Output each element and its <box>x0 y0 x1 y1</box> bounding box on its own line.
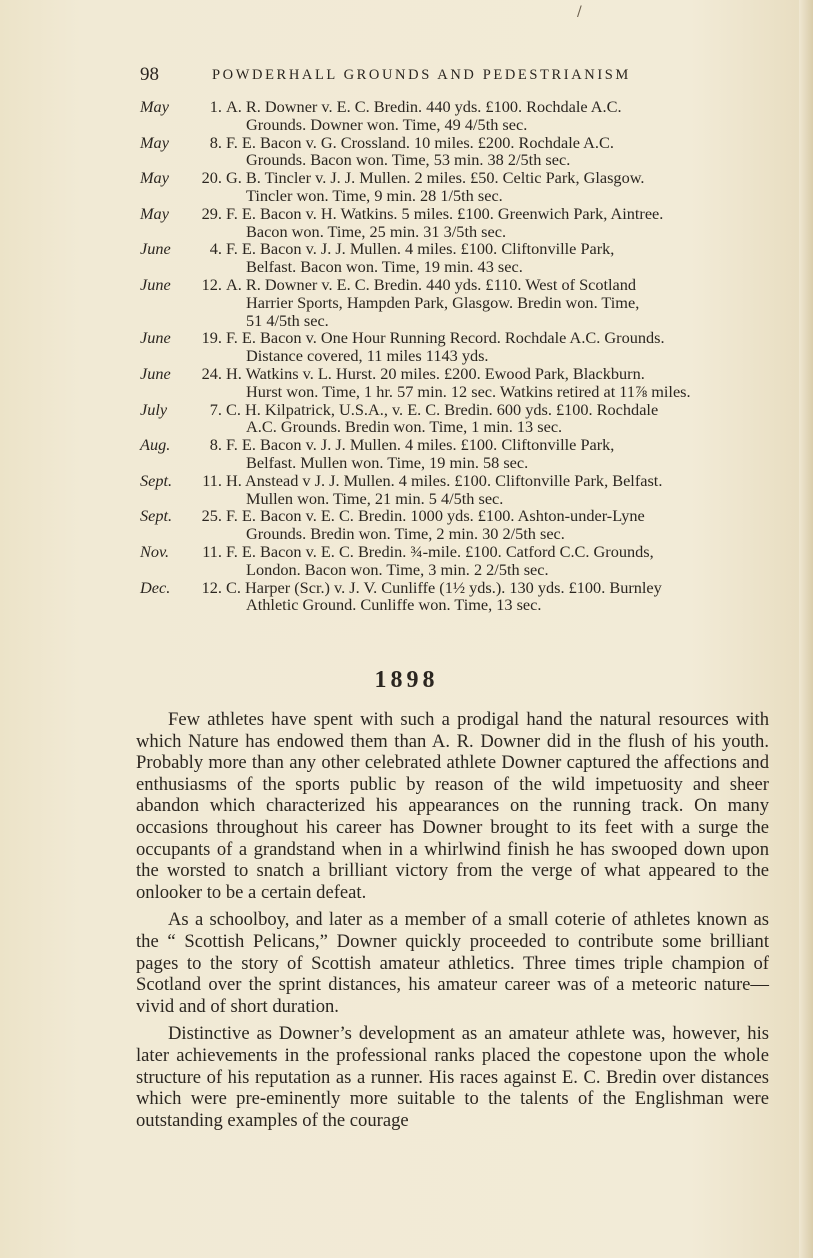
record-line: Grounds. Bredin won. Time, 2 min. 30 2/5th sec. <box>246 524 565 544</box>
record-line: H. Anstead v J. J. Mullen. 4 miles. £100. Cliftonville Park, Belfast. <box>226 470 663 490</box>
record-day: 19. <box>201 328 222 348</box>
record-line: A. R. Downer v. E. C. Bredin. 440 yds. £110. West of Scotland <box>226 274 637 294</box>
running-head: POWDERHALL GROUNDS AND PEDESTRIANISM <box>212 67 631 83</box>
record-line: A.C. Grounds. Bredin won. Time, 1 min. 13 sec. <box>246 417 563 437</box>
record-month: Sept. <box>140 506 173 526</box>
record-line: A. R. Downer v. E. C. Bredin. 440 yds. £100. Rochdale A.C. <box>226 97 622 116</box>
paragraph: As a schoolboy, and later as a member of a small coterie of athletes known as the “ Scottish Pelicans,” Downer quickly proceeded to contribute some brilliant pages to the story of Scottish amateur athletics. Three times triple champion of Scotland over the sprint distances, his amateur career was of a meteoric nature—vivid and of short duration. <box>136 909 769 1017</box>
record-day: 24. <box>201 363 222 383</box>
record-line: Hurst won. Time, 1 hr. 57 min. 12 sec. Watkins retired at 11⅞ miles. <box>246 381 691 401</box>
record-month: Sept. <box>140 470 173 490</box>
page-mark: / <box>577 4 582 20</box>
record-line: F. E. Bacon v. E. C. Bredin. ¾-mile. £100. Catford C.C. Grounds, <box>226 541 654 561</box>
record-month: June <box>140 328 171 348</box>
record-day: 20. <box>201 168 222 188</box>
record-day: 4. <box>209 239 222 259</box>
record-month: May <box>140 132 169 152</box>
record-entry <box>140 579 780 615</box>
record-day: 25. <box>201 506 222 526</box>
record-line: F. E. Bacon v. E. C. Bredin. 1000 yds. £100. Ashton-under-Lyne <box>226 506 645 526</box>
page-header <box>140 64 780 90</box>
record-entry <box>140 401 780 437</box>
record-month: May <box>140 97 169 116</box>
record-month: Nov. <box>140 541 170 561</box>
record-line: F. E. Bacon v. J. J. Mullen. 4 miles. £100. Cliftonville Park, <box>226 435 615 455</box>
race-records-list <box>140 98 780 614</box>
record-entry <box>140 169 780 205</box>
record-line: Tincler won. Time, 9 min. 28 1/5th sec. <box>246 185 503 205</box>
record-line: C. Harper (Scr.) v. J. V. Cunliffe (1½ yds.). 130 yds. £100. Burnley <box>226 577 662 597</box>
record-entry <box>140 134 780 170</box>
record-entry <box>140 507 780 543</box>
record-entry <box>140 436 780 472</box>
record-day: 11. <box>202 470 222 490</box>
record-month: June <box>140 363 171 383</box>
record-day: 29. <box>201 203 222 223</box>
record-entry <box>140 329 780 365</box>
record-entry <box>140 205 780 241</box>
record-entry <box>140 276 780 329</box>
record-line: F. E. Bacon v. One Hour Running Record. Rochdale A.C. Grounds. <box>226 328 665 348</box>
record-line: Belfast. Mullen won. Time, 19 min. 58 sec. <box>246 452 529 472</box>
record-line: H. Watkins v. L. Hurst. 20 miles. £200. Ewood Park, Blackburn. <box>226 363 645 383</box>
record-line: Grounds. Downer won. Time, 49 4/5th sec. <box>246 114 528 134</box>
record-entry <box>140 543 780 579</box>
record-entry <box>140 365 780 401</box>
record-entry <box>140 240 780 276</box>
page-edge <box>799 0 813 1258</box>
record-month: June <box>140 274 171 294</box>
record-line: C. H. Kilpatrick, U.S.A., v. E. C. Bredin. 600 yds. £100. Rochdale <box>226 399 659 419</box>
record-day: 8. <box>209 435 222 455</box>
record-line: Bacon won. Time, 25 min. 31 3/5th sec. <box>246 221 507 241</box>
record-line: F. E. Bacon v. J. J. Mullen. 4 miles. £100. Cliftonville Park, <box>226 239 615 259</box>
record-day: 12. <box>201 274 222 294</box>
record-entry <box>140 98 780 134</box>
record-day: 12. <box>201 577 222 597</box>
record-line: F. E. Bacon v. G. Crossland. 10 miles. £200. Rochdale A.C. <box>226 132 614 152</box>
record-day: 8. <box>209 132 222 152</box>
page-number: 98 <box>140 64 159 85</box>
record-day: 7. <box>209 399 222 419</box>
record-line: 51 4/5th sec. <box>246 310 329 330</box>
record-line: Distance covered, 11 miles 1143 yds. <box>246 346 489 366</box>
record-day: 1. <box>209 97 222 116</box>
record-month: May <box>140 203 169 223</box>
record-line: Harrier Sports, Hampden Park, Glasgow. Bredin won. Time, <box>246 292 640 312</box>
record-line: F. E. Bacon v. H. Watkins. 5 miles. £100. Greenwich Park, Aintree. <box>226 203 664 223</box>
paragraph: Few athletes have spent with such a prodigal hand the natural resources with which Nature has endowed them than A. R. Downer did in the flush of his youth. Probably more than any other celebrated athlete Downer captured the affections and enthusiasms of the sports public by reason of the wild impetuosity and sheer abandon which characterized his appearances on the running track. On many occasions throughout his career has Downer brought to its feet with a surge the occupants of a grandstand when in a whirlwind finish he has swooped down upon the worsted to snatch a brilliant victory from the verge of what appeared to the onlooker to be a certain defeat. <box>136 709 769 903</box>
record-line: London. Bacon won. Time, 3 min. 2 2/5th sec. <box>246 559 549 579</box>
record-line: G. B. Tincler v. J. J. Mullen. 2 miles. £50. Celtic Park, Glasgow. <box>226 168 645 188</box>
record-line: Athletic Ground. Cunliffe won. Time, 13 sec. <box>246 595 542 615</box>
record-month: May <box>140 168 169 188</box>
record-month: Dec. <box>140 577 171 597</box>
record-line: Belfast. Bacon won. Time, 19 min. 43 sec. <box>246 257 523 277</box>
record-entry <box>140 472 780 508</box>
paragraph: Distinctive as Downer’s development as an amateur athlete was, however, his later achievements in the professional ranks placed the copestone upon the whole structure of his reputation as a runner. His races against E. C. Bredin over distances which were pre-eminently more suitable to the talents of the Englishman were outstanding examples of the courage <box>136 1023 769 1131</box>
year-heading: 1898 <box>374 667 439 693</box>
record-month: July <box>140 399 168 419</box>
record-line: Grounds. Bacon won. Time, 53 min. 38 2/5th sec. <box>246 150 571 170</box>
record-month: June <box>140 239 171 259</box>
body-text <box>136 709 769 1137</box>
record-line: Mullen won. Time, 21 min. 5 4/5th sec. <box>246 488 504 508</box>
record-month: Aug. <box>140 435 171 455</box>
record-day: 11. <box>202 541 222 561</box>
